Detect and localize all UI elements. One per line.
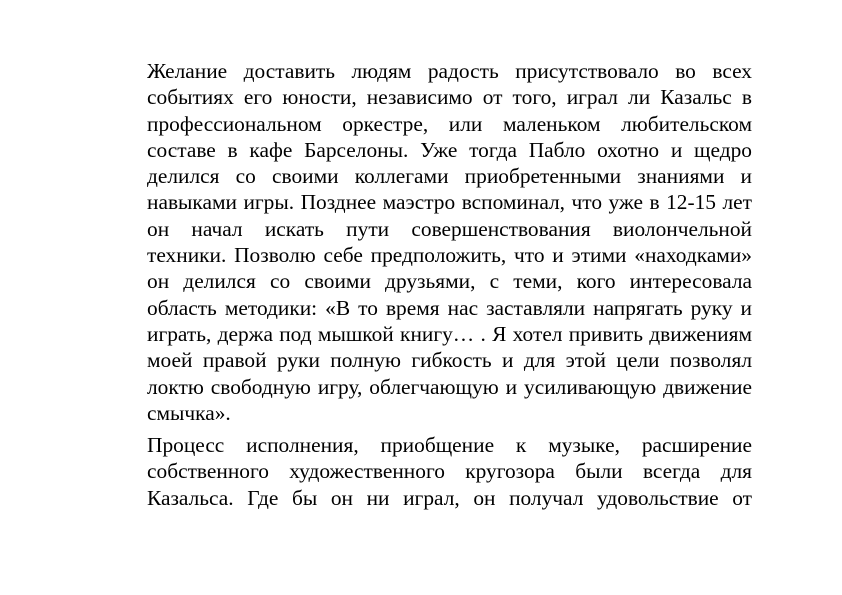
document-text (147, 58, 752, 511)
paragraph-casals-youth: Желание доставить людям радость присутствовало во всех событиях его юности, независимо от того, играл ли Казальс в профессиональном оркестре, или маленьком любительском составе в кафе Барселоны. Уже тогда Пабло охотно и щедро делился со своими коллегами приобретенными знаниями и навыками игры. Позднее маэстро вспоминал, что уже в 12-15 лет он начал искать пути совершенствования виолончельной техники. Позволю себе предположить, что и этими «находками» он делился со своими друзьями, с теми, кого интересовала область методики: «В то время нас заставляли напрягать руку и играть, держа под мышкой книгу… . Я хотел привить движениям моей правой руки полную гибкость и для этой цели позволял локтю свободную игру, облегчающую и усиливающую движение смычка». (147, 59, 752, 425)
paragraph-performance-process: Процесс исполнения, приобщение к музыке, расширение собственного художественного кругозора были всегда для Казальса. Где бы он ни играл, он получал удовольствие от (147, 433, 752, 510)
